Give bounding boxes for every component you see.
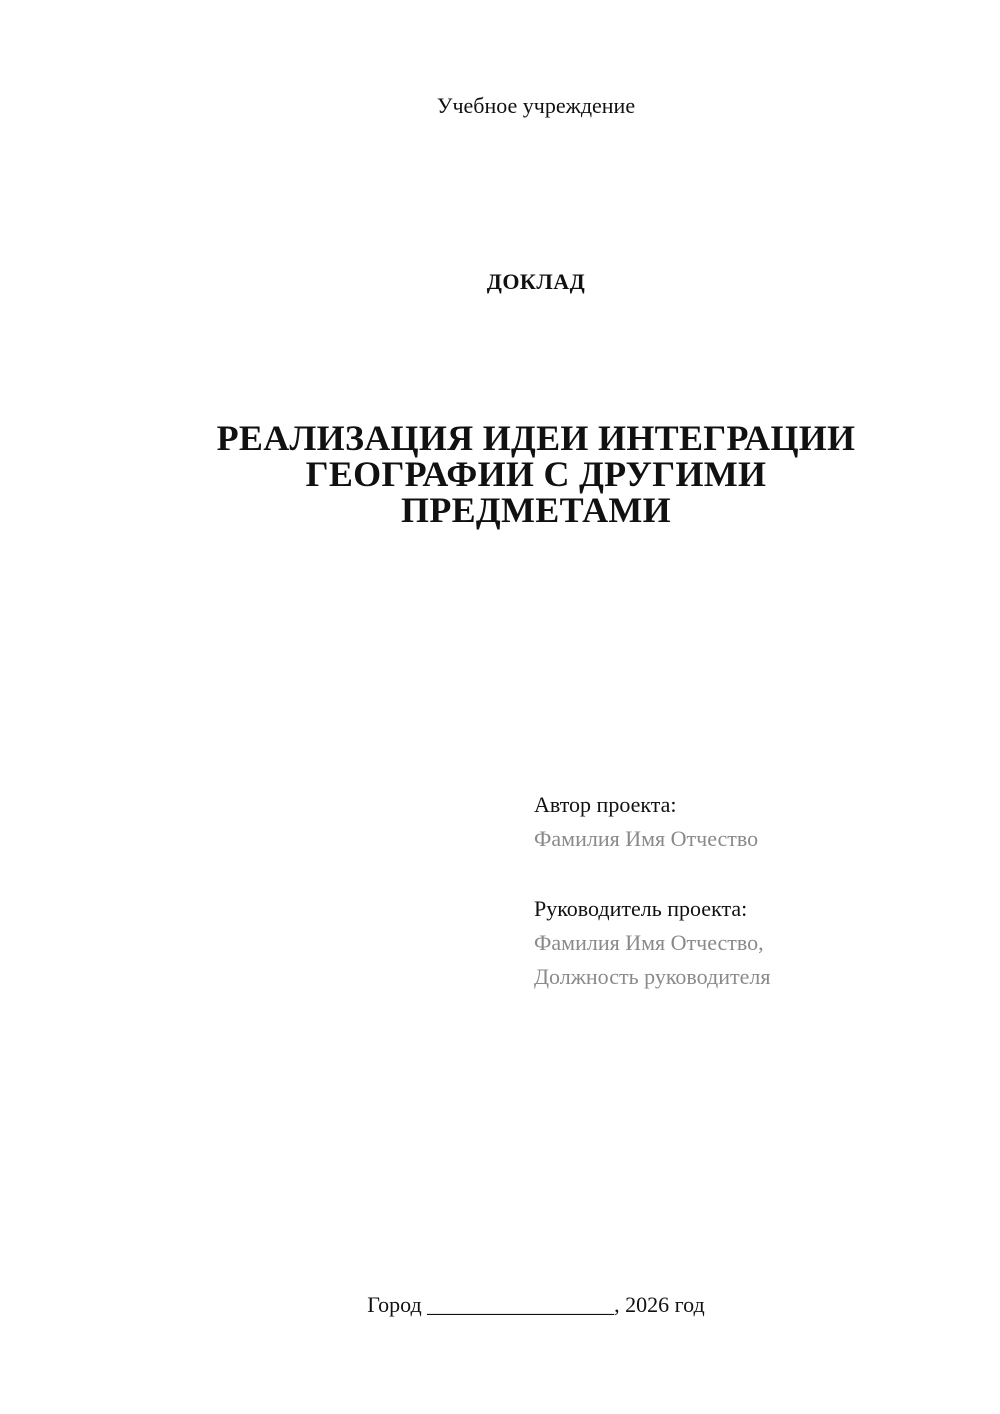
project-info — [534, 788, 974, 994]
author-name: Фамилия Имя Отчество — [534, 826, 759, 851]
title-line-1: РЕАЛИЗАЦИЯ ИДЕИ ИНТЕГРАЦИИ — [216, 418, 856, 458]
spacer — [534, 856, 974, 892]
title-line-2: ГЕОГРАФИИ С ДРУГИМИ — [305, 454, 767, 494]
supervisor-name: Фамилия Имя Отчество, — [534, 930, 764, 955]
supervisor-label: Руководитель проекта: — [534, 896, 748, 921]
institution-name: Учебное учреждение — [436, 93, 636, 118]
title-line-3: ПРЕДМЕТАМИ — [401, 490, 671, 530]
city-year-line: Город _________________, 2026 год — [367, 1292, 705, 1317]
document-type: ДОКЛАД — [486, 269, 586, 294]
author-label: Автор проекта: — [534, 792, 677, 817]
document-title — [150, 420, 922, 528]
supervisor-position: Должность руководителя — [534, 964, 771, 989]
